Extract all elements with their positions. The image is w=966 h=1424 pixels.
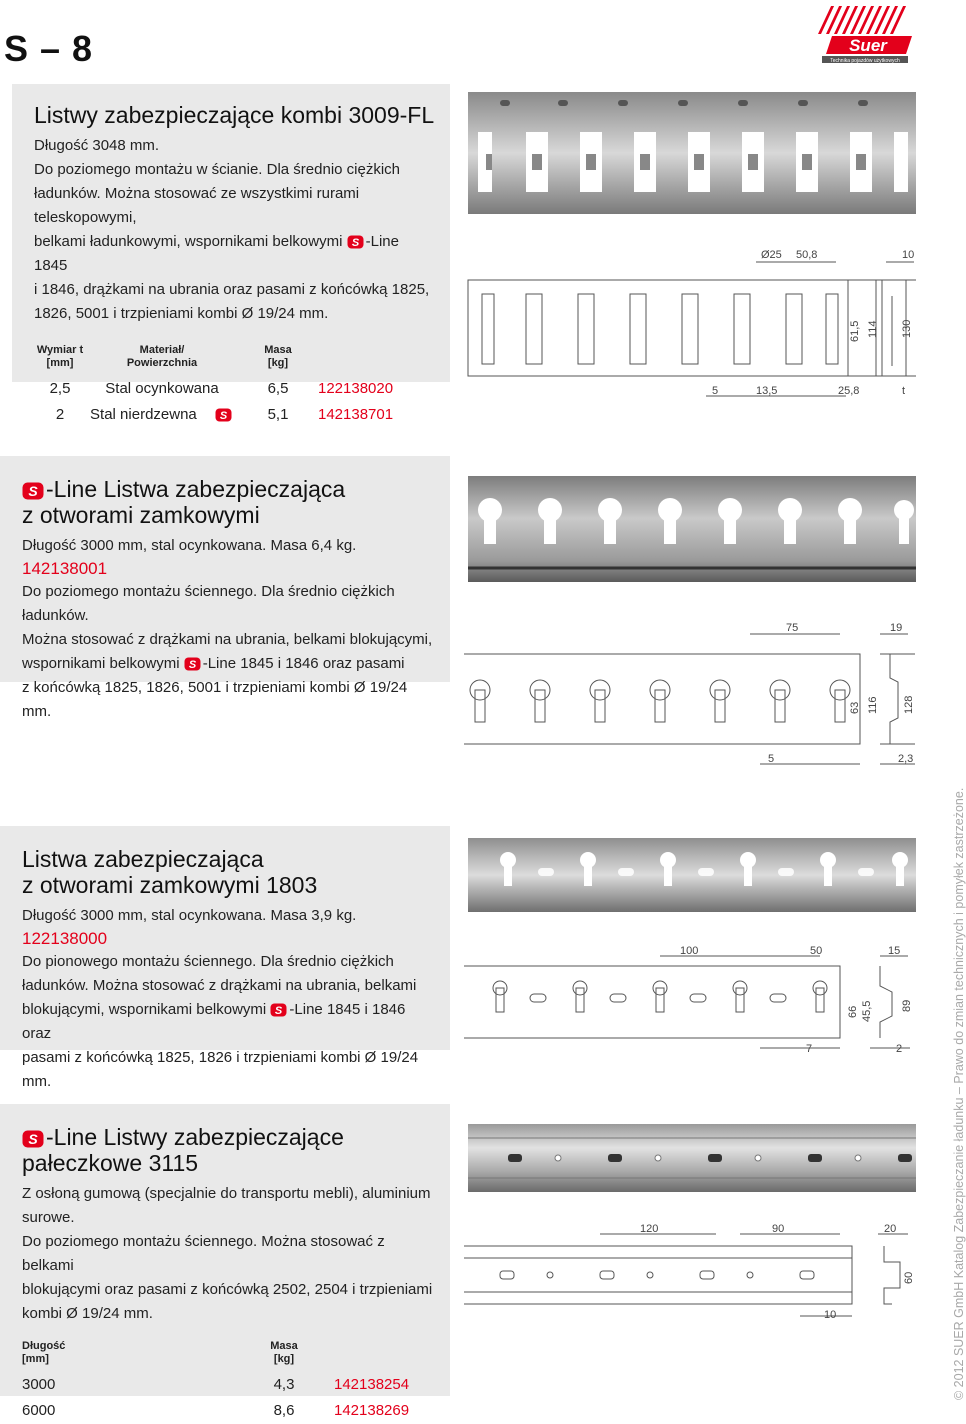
- svg-text:7: 7: [806, 1043, 813, 1055]
- product1-desc-e: 1826, 5001 i trzpieniami kombi Ø 19/24 mm.: [34, 305, 329, 322]
- product4-photo: [468, 1124, 918, 1199]
- product1-table: [34, 344, 454, 428]
- svg-text:Ø25: Ø25: [761, 249, 782, 261]
- svg-text:2,3: 2,3: [898, 753, 914, 765]
- product1-length: Długość 3048 mm.: [34, 137, 160, 154]
- product2-desc-a: Do poziomego montażu ściennego. Dla średnio ciężkich ładunków.: [22, 583, 395, 624]
- svg-text:Suer: Suer: [849, 36, 887, 55]
- col-length-header: Długość [mm]: [22, 1340, 66, 1365]
- svg-text:5: 5: [768, 753, 775, 765]
- svg-text:60: 60: [903, 1271, 915, 1284]
- product1-technical-drawing: [466, 246, 926, 411]
- product4-desc-c: Do poziomego montażu ściennego. Można stosować z belkami: [22, 1233, 385, 1274]
- product3-desc-d: pasami z końcówką 1825, 1826 i trzpieniami kombi Ø 19/24 mm.: [22, 1049, 419, 1090]
- svg-text:75: 75: [786, 622, 799, 634]
- product3-desc-b: ładunków. Można stosować z drążkami na ubrania, belkami: [22, 977, 417, 994]
- product3-length: Długość 3000 mm, stal ocynkowana. Masa 3,9 kg.: [22, 907, 357, 924]
- product3-box: [0, 826, 450, 1090]
- svg-text:25,8: 25,8: [838, 385, 860, 397]
- product3-title: Listwa zabezpieczająca: [22, 846, 264, 872]
- product3-technical-drawing: [460, 942, 930, 1067]
- s-line-icon: [184, 657, 201, 671]
- table-row: 6000 8,6 142138269: [22, 1402, 410, 1419]
- product4-title: S -Line Listwy zabezpieczające: [22, 1124, 436, 1150]
- product1-photo: [468, 92, 918, 222]
- product2-photo: [468, 476, 918, 593]
- svg-text:50,8: 50,8: [796, 249, 818, 261]
- col-material-header: Materiał/ Powierzchnia: [126, 344, 198, 369]
- svg-text:128: 128: [903, 695, 915, 714]
- product3-code: 122138000: [22, 929, 108, 948]
- svg-text:20: 20: [884, 1223, 897, 1235]
- s-line-icon: [270, 1003, 287, 1017]
- svg-text:t: t: [902, 385, 906, 397]
- svg-text:116: 116: [867, 696, 879, 714]
- svg-text:10: 10: [902, 249, 915, 261]
- product2-desc-d: z końcówką 1825, 1826, 5001 i trzpieniami kombi Ø 19/24 mm.: [22, 679, 408, 720]
- product4-technical-drawing: [460, 1218, 930, 1333]
- svg-text:2: 2: [896, 1043, 903, 1055]
- product3-subtitle: z otworami zamkowymi 1803: [22, 872, 318, 898]
- svg-text:S: S: [351, 237, 359, 249]
- svg-text:45,5: 45,5: [861, 1000, 873, 1022]
- svg-text:89: 89: [901, 999, 913, 1012]
- s-line-icon: [347, 235, 364, 249]
- svg-text:66: 66: [847, 1005, 859, 1018]
- svg-text:S: S: [275, 1005, 283, 1017]
- svg-text:S: S: [188, 659, 196, 671]
- product2-title: S -Line Listwa zabezpieczająca: [22, 476, 436, 502]
- s-line-icon: [215, 408, 232, 422]
- col-mass-header: Masa [kg]: [264, 344, 292, 369]
- product1-desc-a: Do poziomego montażu w ścianie. Dla średnio ciężkich: [34, 161, 401, 178]
- product4-desc-b: surowe.: [22, 1209, 75, 1226]
- product1-desc-d: i 1846, drążkami na ubrania oraz pasami z końcówką 1825,: [34, 281, 430, 298]
- svg-text:90: 90: [772, 1223, 785, 1235]
- product2-technical-drawing: [460, 618, 930, 783]
- table-row: 2,5 Stal ocynkowana 6,5 122138020: [49, 380, 394, 397]
- product1-box: [12, 84, 450, 423]
- svg-text:63: 63: [849, 701, 861, 714]
- product4-subtitle: pałeczkowe 3115: [22, 1150, 199, 1176]
- svg-text:S: S: [219, 410, 228, 422]
- product2-code: 142138001: [22, 559, 108, 578]
- table-row: 3000 4,3 142138254: [22, 1376, 410, 1393]
- product2-desc-c: wspornikami belkowymi S -Line 1845 i 1846 oraz pasami: [22, 655, 405, 672]
- s-line-icon: [22, 482, 44, 500]
- product1-desc-b: ładunków. Można stosować ze wszystkimi rurami teleskopowymi,: [34, 185, 360, 226]
- product1-desc-c: belkami ładunkowymi, wspornikami belkowymi S -Line 1845: [34, 233, 399, 274]
- svg-text:15: 15: [888, 945, 901, 957]
- svg-text:10: 10: [824, 1309, 837, 1321]
- svg-text:50: 50: [810, 945, 823, 957]
- svg-text:S: S: [28, 483, 38, 499]
- svg-text:5: 5: [712, 385, 719, 397]
- svg-text:114: 114: [867, 320, 879, 338]
- suer-logo: [820, 4, 912, 64]
- product2-subtitle: z otworami zamkowymi: [22, 502, 260, 528]
- table-row: 2 Stal nierdzewna S 5,1 142138701: [55, 406, 394, 423]
- col-dim-header: Wymiar t [mm]: [36, 344, 84, 369]
- svg-text:120: 120: [640, 1223, 659, 1235]
- product2-length: Długość 3000 mm, stal ocynkowana. Masa 6,4 kg.: [22, 537, 357, 554]
- svg-text:19: 19: [890, 622, 903, 634]
- s-line-icon: [22, 1130, 44, 1148]
- product4-box: [0, 1104, 450, 1419]
- product1-title: Listwy zabezpieczające kombi 3009-FL: [34, 102, 435, 128]
- product3-desc-a: Do pionowego montażu ściennego. Dla średnio ciężkich: [22, 953, 394, 970]
- svg-text:S: S: [28, 1131, 38, 1147]
- product2-box: [0, 456, 450, 720]
- product4-table: [22, 1340, 432, 1424]
- product4-desc-e: kombi Ø 19/24 mm.: [22, 1305, 153, 1322]
- svg-text:Technika pojazdów użytkowych: Technika pojazdów użytkowych: [830, 58, 900, 64]
- col-mass-header: Masa [kg]: [270, 1340, 298, 1365]
- page-number: S – 8: [4, 28, 94, 69]
- svg-text:61,5: 61,5: [849, 320, 861, 342]
- svg-text:100: 100: [680, 945, 699, 957]
- svg-text:130: 130: [901, 319, 913, 338]
- product2-desc-b: Można stosować z drążkami na ubrania, belkami blokującymi,: [22, 631, 433, 648]
- product4-desc-d: blokującymi oraz pasami z końcówką 2502, 2504 i trzpieniami: [22, 1281, 433, 1298]
- product4-desc-a: Z osłoną gumową (specjalnie do transportu mebli), aluminium: [22, 1185, 431, 1202]
- copyright-note: © 2012 SUER GmbH Katalog Zabezpieczanie ładunku – Prawo do zmian technicznych i pomyłek zastrzeżone.: [952, 787, 966, 1400]
- svg-text:13,5: 13,5: [756, 385, 778, 397]
- product3-photo: [468, 838, 918, 919]
- product3-desc-c: blokującymi, wspornikami belkowymi S -Line 1845 i 1846 oraz: [22, 1001, 406, 1042]
